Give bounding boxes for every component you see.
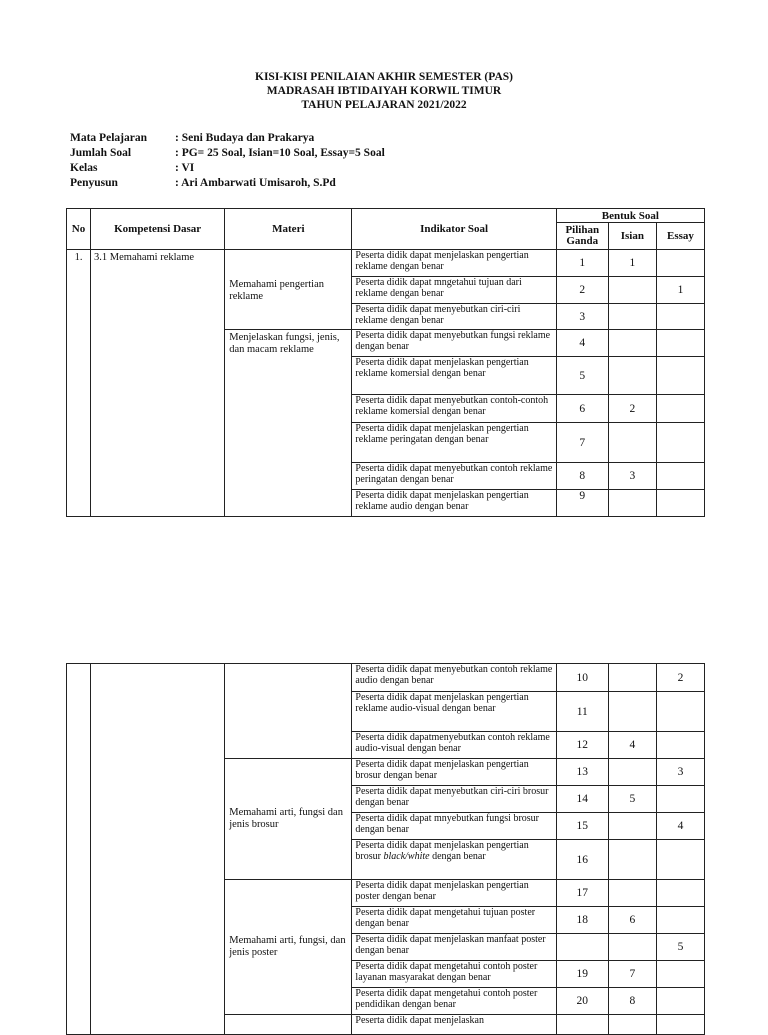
header-year: TAHUN PELAJARAN 2021/2022 (301, 99, 467, 111)
isian-number: 3 (608, 463, 656, 490)
pg-number: 17 (556, 880, 608, 907)
meta-value: : Ari Ambarwati Umisaroh, S.Pd (175, 177, 336, 189)
essay-number (656, 988, 704, 1015)
essay-number (656, 840, 704, 880)
indikator: Peserta didik dapatmenyebutkan contoh reklame audio-visual dengan benar (352, 732, 556, 759)
pg-number: 1 (556, 250, 608, 277)
essay-number (656, 395, 704, 423)
essay-number (656, 304, 704, 330)
essay-number: 3 (656, 759, 704, 786)
indikator: Peserta didik dapat menyebutkan ciri-ciri reklame dengan benar (352, 304, 556, 330)
pg-number: 19 (556, 961, 608, 988)
materi: Memahami arti, fungsi dan jenis brosur (225, 759, 352, 880)
pg-number: 16 (556, 840, 608, 880)
materi: Menjelaskan fungsi, jenis, dan macam reklame (225, 330, 352, 517)
indikator: Peserta didik dapat menyebutkan contoh-contoh reklame komersial dengan benar (352, 395, 556, 423)
indikator: Peserta didik dapat menyebutkan ciri-ciri brosur dengan benar (352, 786, 556, 813)
indikator: Peserta didik dapat mengetahui tujuan poster dengan benar (352, 907, 556, 934)
col-header-kd: Kompetensi Dasar (91, 209, 225, 250)
meta-value: : VI (175, 162, 195, 174)
pg-number: 8 (556, 463, 608, 490)
pg-number: 10 (556, 664, 608, 692)
meta-label: Kelas (70, 162, 98, 174)
isian-number: 4 (608, 732, 656, 759)
indikator: Peserta didik dapat menjelaskan pengertian reklame dengan benar (352, 250, 556, 277)
pg-number: 20 (556, 988, 608, 1015)
indikator: Peserta didik dapat menyebutkan contoh reklame audio dengan benar (352, 664, 556, 692)
meta-label: Jumlah Soal (70, 147, 132, 159)
isian-number (608, 664, 656, 692)
col-header-materi: Materi (225, 209, 352, 250)
header-title: KISI-KISI PENILAIAN AKHIR SEMESTER (PAS) (255, 71, 513, 83)
essay-number (656, 330, 704, 357)
indikator: Peserta didik dapat menjelaskan pengertian reklame audio dengan benar (352, 490, 556, 517)
indikator: Peserta didik dapat mnyebutkan fungsi brosur dengan benar (352, 813, 556, 840)
table-row (67, 250, 705, 277)
essay-number (656, 250, 704, 277)
isian-number (608, 357, 656, 395)
pg-number: 11 (556, 692, 608, 732)
indikator: Peserta didik dapat mngetahui tujuan dari reklame dengan benar (352, 277, 556, 304)
pg-number: 13 (556, 759, 608, 786)
isian-number (608, 934, 656, 961)
isian-number (608, 277, 656, 304)
isian-number: 2 (608, 395, 656, 423)
isian-number: 6 (608, 907, 656, 934)
col-header-indikator: Indikator Soal (352, 209, 556, 250)
indikator: Peserta didik dapat menjelaskan (352, 1015, 556, 1035)
col-header-isian: Isian (608, 223, 656, 250)
indikator: Peserta didik dapat menjelaskan pengertian poster dengan benar (352, 880, 556, 907)
indikator-text: dengan benar (429, 851, 486, 862)
pg-number: 3 (556, 304, 608, 330)
pg-number: 2 (556, 277, 608, 304)
isian-number: 5 (608, 786, 656, 813)
kompetensi-dasar: 3.1 Memahami reklame (91, 250, 225, 517)
grid-table-page2 (66, 663, 705, 1035)
isian-number (608, 692, 656, 732)
col-header-no: No (67, 209, 91, 250)
essay-number (656, 880, 704, 907)
indikator: Peserta didik dapat menyebutkan fungsi reklame dengan benar (352, 330, 556, 357)
indikator: Peserta didik dapat menjelaskan pengertian brosur dengan benar (352, 759, 556, 786)
pg-number (556, 1015, 608, 1035)
materi: Memahami arti, fungsi, dan jenis poster (225, 880, 352, 1015)
meta-label: Penyusun (70, 177, 118, 189)
pg-number (556, 934, 608, 961)
essay-number: 2 (656, 664, 704, 692)
table-row (67, 664, 705, 692)
essay-number (656, 786, 704, 813)
essay-number (656, 490, 704, 517)
meta-value: : PG= 25 Soal, Isian=10 Soal, Essay=5 Soal (175, 147, 385, 159)
meta-row (70, 146, 385, 161)
materi-empty (225, 664, 352, 759)
essay-number (656, 907, 704, 934)
pg-number: 18 (556, 907, 608, 934)
row-number: 1. (67, 250, 91, 517)
materi-spacer (225, 250, 352, 277)
isian-number (608, 423, 656, 463)
indikator: Peserta didik dapat menyebutkan contoh reklame peringatan dengan benar (352, 463, 556, 490)
indikator: Peserta didik dapat menjelaskan pengertian reklame komersial dengan benar (352, 357, 556, 395)
document-meta (70, 131, 385, 191)
essay-number: 5 (656, 934, 704, 961)
indikator: Peserta didik dapat menjelaskan manfaat poster dengan benar (352, 934, 556, 961)
indikator (352, 840, 556, 880)
isian-number (608, 304, 656, 330)
essay-number (656, 961, 704, 988)
essay-number (656, 423, 704, 463)
meta-value: : Seni Budaya dan Prakarya (175, 132, 315, 144)
pg-number: 5 (556, 357, 608, 395)
header-school: MADRASAH IBTIDAIYAH KORWIL TIMUR (266, 85, 502, 97)
essay-number (656, 1015, 704, 1035)
pg-number: 7 (556, 423, 608, 463)
isian-number (608, 1015, 656, 1035)
essay-number (656, 463, 704, 490)
isian-number (608, 813, 656, 840)
indikator-text: Peserta didik dapat menjelaskan pengertian brosur (355, 840, 529, 862)
col-header-pg: Pilihan Ganda (556, 223, 608, 250)
indikator: Peserta didik dapat mengetahui contoh poster pendidikan dengan benar (352, 988, 556, 1015)
pg-number: 4 (556, 330, 608, 357)
meta-row (70, 131, 385, 146)
isian-number (608, 759, 656, 786)
pg-number: 9 (556, 490, 608, 517)
pg-number: 15 (556, 813, 608, 840)
col-header-essay: Essay (656, 223, 704, 250)
meta-row (70, 161, 385, 176)
pg-number: 6 (556, 395, 608, 423)
kompetensi-dasar-empty (91, 664, 225, 1035)
isian-number: 7 (608, 961, 656, 988)
indikator: Peserta didik dapat menjelaskan pengertian reklame audio-visual dengan benar (352, 692, 556, 732)
materi: Memahami pengertian reklame (225, 277, 352, 330)
indikator-italic: black/white (383, 851, 430, 862)
essay-number: 4 (656, 813, 704, 840)
isian-number: 1 (608, 250, 656, 277)
materi-empty (225, 1015, 352, 1035)
essay-number (656, 692, 704, 732)
col-header-bentuk: Bentuk Soal (556, 209, 704, 223)
essay-number (656, 732, 704, 759)
meta-row (70, 176, 385, 191)
isian-number (608, 330, 656, 357)
grid-table-page1 (66, 208, 705, 517)
isian-number (608, 840, 656, 880)
essay-number (656, 357, 704, 395)
pg-number: 12 (556, 732, 608, 759)
document-header (0, 70, 768, 112)
isian-number: 8 (608, 988, 656, 1015)
indikator: Peserta didik dapat mengetahui contoh poster layanan masyarakat dengan benar (352, 961, 556, 988)
isian-number (608, 880, 656, 907)
isian-number (608, 490, 656, 517)
pg-number: 14 (556, 786, 608, 813)
indikator: Peserta didik dapat menjelaskan pengertian reklame peringatan dengan benar (352, 423, 556, 463)
row-number-empty (67, 664, 91, 1035)
essay-number: 1 (656, 277, 704, 304)
meta-label: Mata Pelajaran (70, 132, 147, 144)
